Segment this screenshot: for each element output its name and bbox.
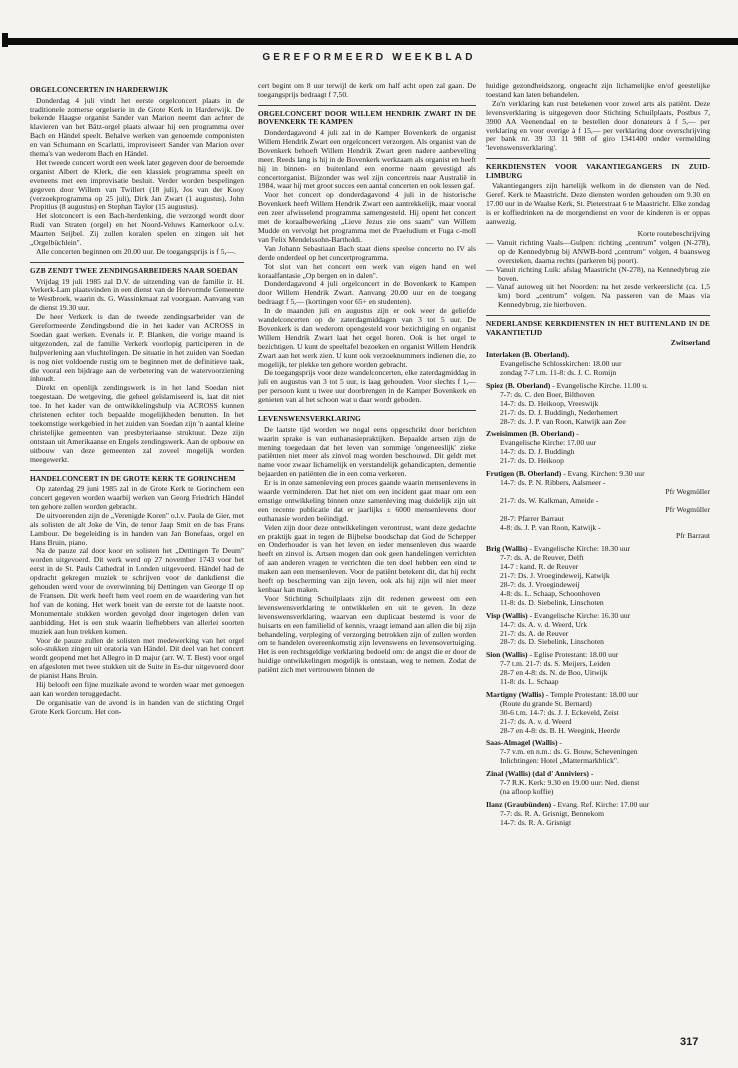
article-paragraph: Alle concerten beginnen om 20.00 uur. De toegangsprijs is f 5,—. — [36, 247, 236, 256]
service-line: 11-8: ds. L. Schaap — [500, 677, 559, 687]
service-line: 14-7: ds. R. A. Grisnigt — [500, 817, 572, 827]
service-line: 7-7 t.m. 21-7: ds. S. Meijers, Leiden — [500, 659, 611, 669]
service-place: Frutigen (B. Oberland) — [486, 469, 562, 479]
article-paragraph: Donderdagavond 4 juli zal in de Kamper Bovenkerk de organist Willem Hendrik Zwart een orgelconcert verzorgen. Als organist van de Bovenkerk behoeft Willem Hendrik Zwart geen nadere aanbeveling meer. Reeds lang is hij in de Bovenkerk werkzaam als organist en heeft hij in binnen- en buitenland een enorme naam gevestigd als concertorganist. Bijzonder was wel zijn concertreis naar Australië in 1984, waar hij met groot succes een aantal concerten en ook lessen gaf. — [258, 128, 476, 191]
article-paragraph: Er is in onze samenleving een proces gaande waarin mensenlevens in waarde verminderen. Dat het niet om een incident gaat maar om een ernstige ontwikkeling binnen onze samenleving mag duidelijk zijn uit een recente publicatie dat er jaarlijks ± 6000 mensenlevens door euthanasie worden beëindigd. — [258, 478, 476, 523]
article — [258, 410, 476, 675]
service-entry — [486, 430, 710, 466]
service-place: Interlaken (B. Oberland). — [486, 350, 570, 360]
service-detail: - Temple Protestant: 18.00 uur — [544, 689, 639, 699]
service-line: 7-7: ds. R. A. Grisnigt, Bennekom — [500, 808, 604, 818]
service-place: Visp (Wallis) — [486, 610, 528, 620]
article — [30, 262, 244, 465]
service-line: 28-7: ds. J. Vroegindeweij — [500, 579, 580, 589]
section-divider — [30, 470, 244, 471]
service-line: 21-7: ds. A. v. d. Weerd — [500, 716, 572, 726]
section-divider — [486, 158, 710, 159]
service-detail: - Evangelische Kirche: 18.30 uur — [527, 544, 631, 554]
service-line: 14-7: ds. D. J. Buddingh — [500, 447, 575, 457]
article-paragraph: Het slotconcert is een Bach-herdenking, die verzorgd wordt door Rudi van Straten (orgel) en het Noord-Veluws Kamerkoor o.l.v. Maarten Seijbel. Zij zullen koralen spelen en zingen uit het „Orgelbüchlein". — [30, 211, 244, 248]
section-divider — [258, 105, 476, 106]
article-paragraph: De laatste tijd worden we nogal eens opgeschrikt door berichten waarin sprake is van euthanasiepraktijken. Bepaalde artsen zijn de mening toegedaan dat het leven van sommige 'ongeneeslijk' zieke patiënten niet meer als zinvol mag worden beschouwd. Dit geldt met name voor zwaar lichamelijk en verstandelijk gehandicapten, dementie bejaarden en patiënten die in een coma verkeren. — [258, 424, 476, 479]
column-right — [486, 82, 710, 1067]
service-entry — [486, 651, 710, 687]
article — [486, 158, 710, 227]
service-line: 28-7 en 4-8: ds. N. de Boo, Uitwijk — [500, 668, 608, 678]
article — [30, 86, 244, 257]
service-line: 14-7 : kand. R. de Reuver — [500, 562, 579, 572]
article-paragraph: Na de pauze zal door koor en solisten het „Dettingen Te Deum" worden uitgevoerd. Dit werk werd op 27 november 1743 voor het eerst in de St. Pauls Cathedral in Londen uitgevoerd. Händel had de opdracht gekregen muziek te schrijven voor de dankdienst die gehouden werd voor de overwinning bij Dettingen van George II op de Fransen. Dit werk heeft hem veel roem en de waardering van het hof van de koning. Het werk boeit van de eerste tot de laatste noot. Monumentale stukken worden gevolgd door ingetogen delen van aanbidding. Het is een stuk waarin liefhebbers van allerlei soorten muziek aan hun trekken komen. — [30, 546, 244, 636]
service-line: 28-7: Pfarrer Barraut — [500, 513, 564, 523]
route-item: — Vanuit richting Vaals—Gulpen: richting „centrum" volgen (N-278), op de Kennedybrug bij ANWB-bord „centrum" volgen, 4 baansweg oversteken, daarna rechts (parkeren bij poort). — [486, 237, 710, 265]
article — [258, 82, 476, 100]
article-heading: ORGELCONCERT DOOR WILLEM HENDRIK ZWART IN DE BOVENKERK TE KAMPEN — [258, 108, 476, 127]
service-detail: - Evangelische Kirche: 16.30 uur — [527, 610, 631, 620]
service-line: Evangelische Kirche: 17.00 uur — [500, 438, 597, 448]
service-line: 4-8: ds. J. P. van Roon, Katwijk - — [500, 522, 601, 532]
service-detail: - Evangelische Kirche. 11.00 u. — [550, 380, 648, 390]
section-divider — [30, 262, 244, 263]
service-entry — [486, 612, 710, 648]
article-paragraph: Donderdagavond 4 juli orgelconcert in de Bovenkerk te Kampen door Willem Hendrik Zwart. Aanvang 20.00 uur en de toegang bedraagt f 5,— (kortingen voor 65+ en studenten). — [258, 279, 476, 307]
route-title: Korte routebeschrijving — [637, 228, 710, 238]
service-place: Ilanz (Graubünden) — [486, 799, 552, 809]
article-paragraph: Donderdag 4 juli vindt het eerste orgelconcert plaats in de traditionele zomerse orgelserie in de Grote Kerk in Harderwijk. De bekende Haagse organist Sander van Marion neemt dan achter de klavieren van het Bätz-orgel plaats alwaar hij een programma over Bach en Händel speelt. Behalve werken van genoemde componisten en van Schumann en Scarlatti, improviseert Sander van Marion over thema's van wederom Bach en Händel. — [30, 95, 244, 159]
article-paragraph: cert begint om 8 uur terwijl de kerk om half acht open zal gaan. De toegangsprijs bedraagt f 7,50. — [258, 82, 476, 99]
article-paragraph: Direkt en openlijk zendingswerk is in het land Soedan niet toegestaan. De wetgeving, die geheel geïslamiseerd is, laat dit niet toe. In het kader van de ontwikkelingshulp via ACROSS kunnen christenen echter toch bepaalde mogelijkheden benutten. In het toekomstige werkgebied in het zuiden van Soedan zijn 'n aantal kleine christelijke gemeenten van presbyteriaanse struktuur. Deze zijn ontstaan uit Amerikaanse en Engels zendingswerk. Aan de opbouw en uitbouw van deze gemeenten zal zoveel mogelijk worden meegewerkt. — [30, 383, 244, 464]
service-entry — [486, 801, 710, 828]
service-line: 21-7: ds. D. J. Buddingh, Nederhemert — [500, 407, 618, 417]
service-entry — [486, 545, 710, 607]
article-paragraph: Voor Stichting Schuilplaats zijn dit redenen geweest om een levenswensverklaring te ontwikkelen en uit te geven. In deze levenswensverklaring, waarvan een duplicaat bestemd is voor de huisarts en een familielid of kennis, vraagt iemand aan allen die bij zijn behandeling, verpleging of verzorging betrokken zijn of zullen worden om te handelen overeenkomstig zijn levenswens en levensovertuiging. Het is een rechtsgeldige verklaring bedoeld om: de angst die er door de huidige ontwikkelingen mogelijk is ontstaan, weg te nemen. Zodat de patiënt zich met vertrouwen binnen de — [258, 593, 476, 675]
service-detail: - Evang. Ref. Kirche: 17.00 uur — [551, 799, 650, 809]
service-line: 21-7: ds. W. Kalkman, Ameide - — [500, 495, 599, 505]
service-line: 14-7: ds. A. v. d. Weerd, Urk — [500, 619, 588, 629]
service-line: (na afloop koffie) — [500, 787, 554, 796]
service-detail: - Evang. Kirchen: 9.30 uur — [561, 469, 645, 479]
article-paragraph: Zo'n verklaring kan rust betekenen voor zowel arts als patiënt. Deze levensverklaring is uitgegeven door Stichting Schuilplaats, Postbus 7, 3900 AA Veenendaal en te bestellen door donateurs à f 5,— per verklaring en voor overige à f 15,— per verklaring door overschrijving per bank nr. 39 33 11 988 of giro 1341400 onder vermelding 'levenswensverklaring'. — [486, 98, 710, 153]
service-place: Zweisimmen (B. Oberland) — [486, 429, 575, 439]
service-line: 21-7: ds. D. Heikoop — [500, 456, 564, 466]
article-heading: ORGELCONCERTEN IN HARDERWIJK — [30, 85, 169, 94]
header-rule — [8, 38, 738, 45]
article-paragraph: In de maanden juli en augustus zijn er ook weer de geliefde wandelconcerten op de zaterdagmiddagen van 3 tot 5 uur. De Bovenkerk is dan wederom opengesteld voor bezichtiging en organist Willem Hendrik Zwart laat het orgel horen. Ook is het orgel te bezichtigen. U kunt de speeltafel bezoeken en organist Willem Hendrik Zwart aan het werk zien. U kunt ook verzoeknummers indienen die, zo mogelijk, ter plekke ten gehore worden gebracht. — [258, 306, 476, 369]
service-line: 30-6 t.m. 14-7: ds. J. J. Eckeveld, Zeist — [500, 707, 619, 717]
service-line: 14-7: ds. D. Heikoop, Vreeswijk — [500, 398, 599, 408]
service-detail: - — [588, 769, 594, 779]
article-paragraph: Hij belooft een fijne muzikale avond te worden waar met genoegen aan kan worden teruggedacht. — [30, 680, 244, 698]
article-paragraph: Het tweede concert wordt een week later gegeven door de beroemde organist Albert de Klerk, die een klassiek programma speelt en eveneens met een improvisatie besluit. Verder worden bespelingen gegeven door Willem van Twillert (18 juli), Jos van der Kooy (verzoekprogramma op 25 juli), Dirk Jan Zwart (1 augustus), John Propitius (8 augustus) en Stephan Taylor (15 augustus). — [30, 157, 244, 212]
service-place: Zinal (Wallis) (dal d' Anniviers) — [486, 769, 589, 779]
service-line: 21-7: Ds. J. Vroegindeweij, Katwijk — [500, 571, 610, 581]
service-place: Brig (Wallis) — [486, 544, 528, 554]
article-heading: GZB ZENDT TWEE ZENDINGSARBEIDERS NAAR SOEDAN — [30, 265, 238, 275]
service-line: 28-7 en 4-8: ds. B. H. Weegink, Heerde — [500, 725, 621, 735]
service-line: Inlichtingen: Hotel „Mattermarkblick". — [500, 756, 619, 766]
country-heading: Zwitserland — [670, 338, 710, 348]
service-line: 7-7: ds. C. den Boer, Bilthoven — [500, 389, 595, 399]
column-left — [30, 82, 244, 1067]
article-heading: KERKDIENSTEN VOOR VAKANTIEGANGERS IN ZUID-LIMBURG — [486, 162, 710, 180]
article-heading: NEDERLANDSE KERKDIENSTEN IN HET BUITENLAND IN DE VAKANTIETIJD — [486, 319, 710, 337]
article — [258, 105, 476, 405]
article-paragraph: Tot slot van het concert een werk van eigen hand en wel koraalfantasie „Op bergen en in dalen". — [258, 261, 476, 280]
service-place: Sion (Wallis) — [486, 650, 528, 660]
service-entry — [486, 770, 710, 797]
service-line: 28-7: ds. D. Siebelink, Linschoten — [500, 637, 604, 647]
service-line: 11-8: ds. D. Siebelink, Linschoten — [500, 597, 604, 607]
article-paragraph: De uitvoerenden zijn de „Verenigde Koren" o.l.v. Paula de Gier, met als solisten de alt Joke de Vin, de tenor Jaap Smit en de bas Frans Lambour. De begeleiding is in handen van Jan Bonefaas, orgel en Hans Bruin, piano. — [30, 510, 244, 547]
service-entry — [486, 382, 710, 427]
service-line: 21-7: ds. A. de Reuver — [500, 628, 569, 638]
service-entry — [486, 739, 710, 766]
service-line: 14-7: ds. P. N. Ribbers, Aalsmeer - — [500, 478, 606, 487]
service-line: 7-7 v.m. en n.m.: ds. G. Bouw, Scheveningen — [500, 747, 638, 757]
article-paragraph: Op zaterdag 29 juni 1985 zal in de Grote Kerk te Gorinchem een concert gegeven worden waarbij werken van Georg Friedrich Händel ten gehore zullen worden gebracht. — [30, 484, 244, 511]
service-line: 7-7 R.K. Kerk: 9.30 en 19.00 uur: Ned. dienst — [500, 778, 640, 788]
article-paragraph: De toegangsprijs voor deze wandelconcerten, elke zaterdagmiddag in juli en augustus van 3 tot 5 uur, is laag gehouden. Voor slechts f 1,— per persoon kunt u twee uur doorbrengen in de Kamper Bovenkerk en genieten van al het schoon wat u daar wordt geboden. — [258, 368, 476, 405]
service-line: zondag 7-7 t.m. 11-8: ds. J. C. Romijn — [500, 368, 617, 378]
article-paragraph: huidige gezondheidszorg, ongeacht zijn lichamelijke en/of geestelijke toestand kan laten behandelen. — [486, 82, 710, 99]
service-place: Saas-Almagel (Wallis) — [486, 738, 558, 748]
route-item: — Vanuit richting Luik: afslag Maastricht (N-278), na Kennedybrug zie boven. — [486, 264, 710, 283]
service-detail: - Eglise Protestant: 18.00 uur — [527, 650, 619, 660]
article-paragraph: De heer Verkerk is dan de tweede zendingsarbeider van de Gereformeerde Zendingsbond die in het kader van ACROSS in Soedan gaat werken. Evenals ir. P. Blanken, die vorige maand is uitgezonden, zal de familie Verkerk voorlopig participeren in de hulpverlening aan vluchtelingen. De situatie in het zuiden van Soedan is nog niet voldoende rustig om te beginnen met de definitieve taak, die vooral een bijdrage aan de verbetering van de watervoorziening inhoudt. — [30, 312, 244, 384]
service-entry — [486, 351, 710, 378]
article-paragraph: Velen zijn door deze ontwikkelingen verontrust, want deze gedachte en praktijk gaat in tegen de Bijbelse boodschap dat God de Schepper en Onderhouder is van het leven en ieder mensenleven dus waarde heeft en zinvol is. Artsen mogen dan ook geen handelingen verrichten of aan anderen vragen te verrichten die ten doel hebben een eind te maken aan een mensenleven. Voor de patiënt betekent dit, dat hij recht heeft op bescherming van zijn leven, ook als hij zijn wil niet meer kenbaar kan maken. — [258, 522, 476, 594]
article — [486, 82, 710, 153]
service-place: Spiez (B. Oberland) — [486, 380, 551, 390]
article-heading: LEVENSWENSVERKLARING — [258, 414, 361, 424]
service-line: Evangelische Schlosskirchen: 18.00 uur — [500, 359, 622, 369]
route-item: — Vanaf autoweg uit het Noorden: na het zesde verkeerslicht (ca. 1,5 km) bord „centrum" volgen. Na passeren van de Maas via Kennedybrug, zie hierboven. — [486, 282, 710, 310]
service-entry — [486, 691, 710, 736]
article-paragraph: De organisatie van de avond is in handen van de stichting Orgel Grote Kerk Gorcum. Het con- — [30, 697, 244, 716]
article-paragraph: Voor het concert op donderdagavond 4 juli in de historische Bovenkerk heeft Willem Hendrik Zwart een aantrekkelijk, maar vooral een zeer afwisselend programma samengesteld. Hij opent het concert met de koraalbewerking „Lieve Jezus zie ons saam" van Willem Mudde en vervolgt het programma met de Praeludium et Fuga c-moll van Felix Mendelssohn-Bartholdi. — [258, 190, 476, 244]
article-paragraph: Voor de pauze zullen de solisten met medewerking van het orgel solo-stukken zingen uit oratoria van Händel. Dit deel van het concert wordt geopend met het Allegro in D majur (arr. W. T. Best) voor orgel en afgesloten met twee stukken uit de Suite in Es-dur uitgevoerd door de pianist Hans Bruin. — [30, 635, 244, 681]
article-heading: HANDELCONCERT IN DE GROTE KERK TE GORINCHEM — [30, 473, 236, 483]
service-line: 28-7: ds. J. P. van Roon, Katwijk aan Zee — [500, 416, 626, 426]
column-middle — [258, 82, 476, 1067]
article — [30, 470, 244, 717]
page-number: 317 — [680, 1036, 699, 1048]
service-detail: - — [574, 429, 579, 439]
service-place: Martigny (Wallis) — [486, 689, 545, 699]
service-line: Pfr Wegmüller — [665, 486, 710, 496]
article-paragraph: Vakantiegangers zijn hartelijk welkom in de diensten van de Ned. Geref. Kerk te Maastricht. Deze diensten worden gehouden om 9.30 en 17.00 uur in de Waalse Kerk, St. Pieterstraat 6 te Maastricht. Elke zondag is er koffiedrinken na de morgendienst en voor de kinderen is er oppas aanwezig. — [486, 181, 710, 227]
service-line: 4-8: ds. L. Schaap, Schoonhoven — [500, 588, 601, 598]
section-divider — [258, 410, 476, 411]
section-divider — [486, 315, 710, 316]
article-paragraph: Van Johann Sebastiaan Bach staat diens speelse concerto no IV als derde onderdeel op het concertprogramma. — [258, 243, 476, 262]
article-paragraph: Vrijdag 19 juli 1985 zal D.V. de uitzending van de familie ir. H. Verkerk-Lam plaatsvinden in een dienst van de Hervormde Gemeente te Westbroek, waarin ds. G. Wassinkmaat zal voorgaan. Aanvang van de dienst 19.30 uur. — [30, 276, 244, 313]
service-line: 7-7: ds. A. de Reuver, Delft — [500, 553, 584, 563]
service-line: Pfr Barraut — [676, 531, 710, 541]
masthead: GEREFORMEERD WEEKBLAD — [262, 52, 476, 63]
service-entry — [486, 470, 710, 541]
service-line: Pfr Wegmüller — [665, 504, 710, 514]
service-detail: - — [557, 738, 562, 748]
service-line: (Route du grande St. Bernard) — [500, 698, 592, 708]
